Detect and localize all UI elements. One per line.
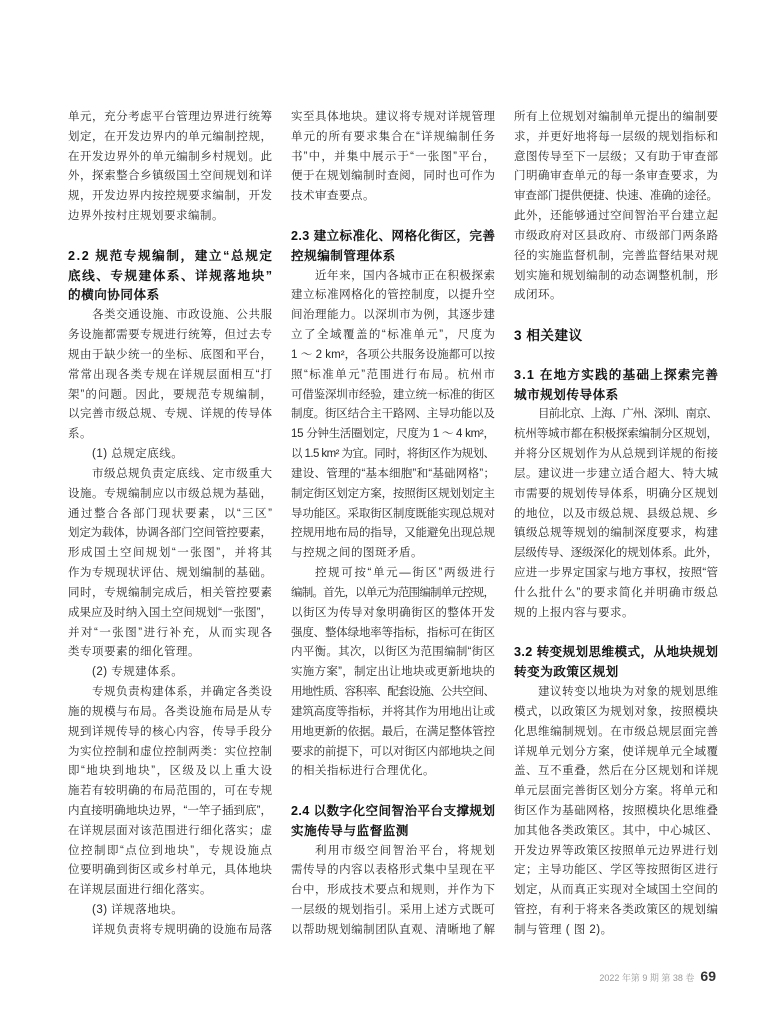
text-line: 用地性质、容积率、配套设施、公共空间、	[291, 686, 495, 699]
item-title: (1) 总规定底线。	[92, 448, 184, 461]
text-line: 在开发边界外的单元编制乡村规划。此	[68, 150, 273, 163]
column-3	[514, 108, 718, 941]
text-line: 系。	[68, 428, 92, 441]
text-line: 以帮助规划编制团队直观、清晰地了解	[291, 923, 496, 936]
column-2	[291, 108, 495, 941]
heading-line: 城市规划传导体系	[514, 387, 619, 402]
heading-line: 底线、专规建体系、详规落地块”	[68, 268, 274, 283]
text-line: 并将分区规划作为从总规到详规的衔接	[514, 448, 719, 461]
page-number: 69	[700, 968, 716, 984]
text-line: 建立标准网格化的管控制度，以提升空	[291, 289, 496, 302]
text-line: 导功能区。采取街区制度既能实现总规对	[291, 507, 495, 520]
text-line: 模式，以政策区为规划对象，按照模块	[514, 705, 719, 718]
text-line: 1 ～ 2 km²，各项公共服务设施都可以按	[291, 348, 496, 361]
text-line: 单元的所有要求集合在“详规编制任务	[291, 130, 497, 143]
text-line: 以 1.5 km² 为宜。同时，将街区作为规划、	[291, 448, 495, 461]
text-line: 用地更新的依据。最后，在满足整体管控	[291, 725, 495, 738]
text-line: 制度。街区结合主干路网、主导功能以及	[291, 408, 495, 421]
text-line: 市级政府对区县政府、市级部门两条路	[514, 229, 719, 242]
text-line: 实至具体地块。建议将专规对详规管理	[291, 111, 496, 123]
text-line: 详规单元划分方案，使详规单元全域覆	[514, 745, 719, 758]
text-line: 层。建议进一步建立适合超大、特大城	[514, 467, 719, 480]
text-line: 市级总规负责定底线、定市级重大	[92, 467, 273, 480]
text-line: 各类交通设施、市政设施、公共服	[92, 309, 273, 322]
text-line: 成闭环。	[514, 289, 562, 302]
heading-line: 实施传导与监督监测	[291, 823, 409, 838]
text-line: 内直接明确地块边界，“一竿子插到底”，	[68, 804, 273, 817]
item-1-total-plan	[68, 445, 272, 663]
text-line: 以街区为传导对象明确街区的整体开发	[291, 606, 496, 619]
text-line: 划定，从而真正实现对全域国土空间的	[514, 884, 719, 897]
text-line: 化思维编制规划。在市级总规层面完善	[514, 725, 719, 738]
section-2-3-paragraph-1	[291, 267, 495, 564]
text-line: 近年来，国内各城市正在积极探索	[315, 269, 496, 282]
text-line: 施的规模与布局。各类设施布局是从专	[68, 705, 273, 718]
text-line: 台中，形成技术要点和规则，并作为下	[291, 884, 496, 897]
page-footer	[599, 968, 716, 984]
text-line: 街区作为基础网格，按照模块化思维叠	[514, 804, 719, 817]
heading-line: 2.3 建立标准化、网格化街区，完善	[291, 228, 496, 243]
text-line: 所有上位规划对编制单元提出的编制要	[514, 111, 719, 123]
text-line: 的相关指标进行合理优化。	[291, 765, 435, 778]
text-line: 意图传导至下一层级；又有助于审查部	[514, 150, 719, 163]
text-line: 间治理能力。以深圳市为例，其逐步建	[291, 309, 496, 322]
section-3-2-paragraph-1	[514, 683, 718, 941]
text-line: 规到详规传导的核心内容，传导手段分	[68, 725, 273, 738]
text-line: 编制。首先，以单元为范围编制单元控规，	[291, 586, 495, 599]
heading-line: 3.2 转变规划思维模式，从地块规划	[514, 645, 719, 660]
text-line: 施若有较明确的布局范围的，可在专规	[68, 785, 273, 798]
text-line: 详规负责将专规明确的设施布局落	[92, 923, 273, 936]
text-line: 门明确审查单元的每一条审查要求，为	[514, 170, 719, 183]
text-line: 技术审查要点。	[291, 190, 375, 203]
text-line: 制定街区划定方案，按照街区规划划定主	[291, 487, 495, 500]
section-2-4-paragraph-1	[291, 842, 495, 941]
text-line: 划定为载体，协调各部门空间管控要素，	[68, 527, 272, 540]
text-line: 为实位控制和虚位控制两类：实位控制	[68, 745, 273, 758]
text-line: 形成国土空间规划“一张图”，并将其	[68, 547, 274, 560]
text-line: 边界外按村庄规划要求编制。	[68, 210, 224, 223]
text-line: 控规可按“单元—街区”两级进行	[315, 567, 497, 580]
text-line: 作为专规现状评估、规划编制的基础。	[68, 567, 273, 580]
text-line: 划实施和规划编制的动态调整机制，形	[514, 269, 719, 282]
text-line: 划定，在开发边界内的单元编制控规，	[68, 130, 273, 143]
section-3-heading	[514, 326, 718, 346]
text-line: 设施。专规编制应以市级总规为基础，	[68, 487, 273, 500]
text-line: 需传导的内容以表格形式集中呈现在平	[291, 864, 496, 877]
text-line: 一层级的规划指引。采用上述方式既可	[291, 904, 496, 917]
text-line: 规，开发边界内按控规要求编制，开发	[68, 190, 273, 203]
text-line: 规由于缺少统一的坐标、底图和平台，	[68, 348, 273, 361]
text-line: 审查部门提供便捷、快速、准确的途径。	[514, 190, 718, 203]
text-line: 同时，专规编制完成后，相关管控要素	[68, 586, 273, 599]
text-line: 即“地块到地块”，区级及以上重大设	[68, 765, 274, 778]
text-line: 位控制即“点位到地块”，专规设施点	[68, 844, 274, 857]
text-line: 立了全域覆盖的“标准单元”，尺度为	[291, 329, 497, 342]
text-line: 应进一步界定国家与地方事权，按照“管	[514, 567, 719, 580]
text-line: 可借鉴深圳市经验，建立统一标准的街区	[291, 388, 495, 401]
heading-line: 2.2 规范专规编制，建立“总规定	[68, 248, 274, 263]
text-line: 务设施都需要专规进行统筹，但过去专	[68, 329, 273, 342]
section-2-3-heading	[291, 227, 495, 267]
text-line: 开发边界等政策区按照单元边界进行划	[514, 844, 719, 857]
heading-line: 3 相关建议	[514, 328, 583, 344]
section-2-3-paragraph-2	[291, 564, 495, 782]
text-line: 与控规之间的图斑矛盾。	[291, 547, 423, 560]
section-2-4-heading	[291, 802, 495, 842]
text-line: 利用市级空间智治平台，将规划	[315, 844, 497, 857]
text-line: 要求的前提下，可以对街区内部地块之间	[291, 745, 495, 758]
paragraph-continued	[514, 108, 718, 306]
text-line: 并对“一张图”进行补充，从而实现各	[68, 626, 274, 639]
text-line: 建设、管理的“基本细胞”和“基础网格”；	[291, 467, 496, 480]
text-line: 定；主导功能区、学区等按照街区进行	[514, 864, 719, 877]
text-line: 位要明确到街区或乡村单元，具体地块	[68, 864, 273, 877]
text-line: 常常出现各类专规在详规层面相互“打	[68, 368, 274, 381]
text-line: 在详规层面对该范围进行细化落实；虚	[68, 824, 273, 837]
text-line: 建议转变以地块为对象的规划思维	[538, 686, 719, 699]
paragraph-continued	[291, 108, 495, 207]
text-line: 目前北京、上海、广州、深圳、南京、	[538, 408, 718, 421]
text-line: 15 分钟生活圈划定，尺度为 1 ～ 4 km²，	[291, 428, 495, 441]
text-line: 外，探索整合乡镇级国土空间规划和详	[68, 170, 273, 183]
text-line: 加其他各类政策区。其中，中心城区、	[514, 824, 719, 837]
text-line: 成果应及时纳入国土空间规划“一张图”，	[68, 606, 273, 619]
text-line: 控规用地布局的指导，又能避免出现总规	[291, 527, 495, 540]
text-line: 架”的问题。因此，要规范专规编制，	[68, 388, 274, 401]
text-line: 镇级总规等规划的编制深度要求，构建	[514, 527, 719, 540]
text-line: 便于在规划编制时查阅，同时也可作为	[291, 170, 496, 183]
item-title: (2) 专规建体系。	[92, 666, 184, 679]
text-line: 照“标准单元”范围进行布局。杭州市	[291, 368, 497, 381]
text-line: 单元，充分考虑平台管理边界进行统筹	[68, 111, 273, 123]
text-line: 此外，还能够通过空间智治平台建立起	[514, 210, 719, 223]
journal-issue-info: 2022 年第 9 期 第 38 卷	[599, 973, 695, 983]
text-line: 通过整合各部门现状要素，以“三区”	[68, 507, 274, 520]
item-3-detailed-plan	[68, 901, 272, 941]
text-line: 内平衡。其次，以街区为范围编制“街区	[291, 646, 496, 659]
section-3-1-paragraph-1	[514, 405, 718, 623]
text-line: 市需要的规划传导体系，明确分区规划	[514, 487, 719, 500]
section-3-1-heading	[514, 366, 718, 406]
section-2-2-intro	[68, 306, 272, 445]
text-line: 专规负责构建体系，并确定各类设	[92, 686, 273, 699]
heading-line: 控规编制管理体系	[291, 248, 396, 263]
text-line: 什么批什么”的要求简化并明确市级总	[514, 586, 720, 599]
paragraph-continued	[68, 108, 272, 227]
heading-line: 3.1 在地方实践的基础上探索完善	[514, 367, 720, 382]
text-line: 求，并更好地将每一层级的规划指标和	[514, 130, 719, 143]
text-line: 管控，有利于将来各类政策区的规划编	[514, 904, 719, 917]
text-line: 建筑高度等指标，并将其作为用地出让或	[291, 705, 495, 718]
text-line: 强度、整体绿地率等指标，指标可在街区	[291, 626, 495, 639]
item-2-special-plan	[68, 663, 272, 901]
section-3-2-heading	[514, 643, 718, 683]
text-line: 在详规层面进行细化落实。	[68, 884, 212, 897]
text-line: 制与管理 ( 图 2)。	[514, 923, 613, 936]
heading-line: 2.4 以数字化空间智治平台支撑规划	[291, 803, 496, 818]
heading-line: 的横向协同体系	[68, 288, 160, 303]
text-line: 的地位，以及市级总规、县级总规、乡	[514, 507, 719, 520]
heading-line: 转变为政策区规划	[514, 665, 619, 680]
column-1	[68, 108, 272, 941]
text-line: 实施方案”，制定出让地块或更新地块的	[291, 666, 496, 679]
text-line: 层级传导、逐级深化的规划体系。此外，	[514, 547, 718, 560]
text-line: 单元层面完善街区划分方案。将单元和	[514, 785, 719, 798]
text-line: 书”中，并集中展示于“一张图”平台，	[291, 150, 497, 163]
text-line: 规的上报内容与要求。	[514, 606, 634, 619]
text-line: 径的实施监督机制，完善监督结果对规	[514, 249, 719, 262]
item-title: (3) 详规落地块。	[92, 904, 184, 917]
text-line: 以完善市级总规、专规、详规的传导体	[68, 408, 273, 421]
text-line: 类专项要素的细化管理。	[68, 646, 200, 659]
text-line: 盖、互不重叠，然后在分区规划和详规	[514, 765, 719, 778]
text-line: 杭州等城市都在积极探索编制分区规划，	[514, 428, 718, 441]
section-2-2-heading	[68, 247, 272, 306]
